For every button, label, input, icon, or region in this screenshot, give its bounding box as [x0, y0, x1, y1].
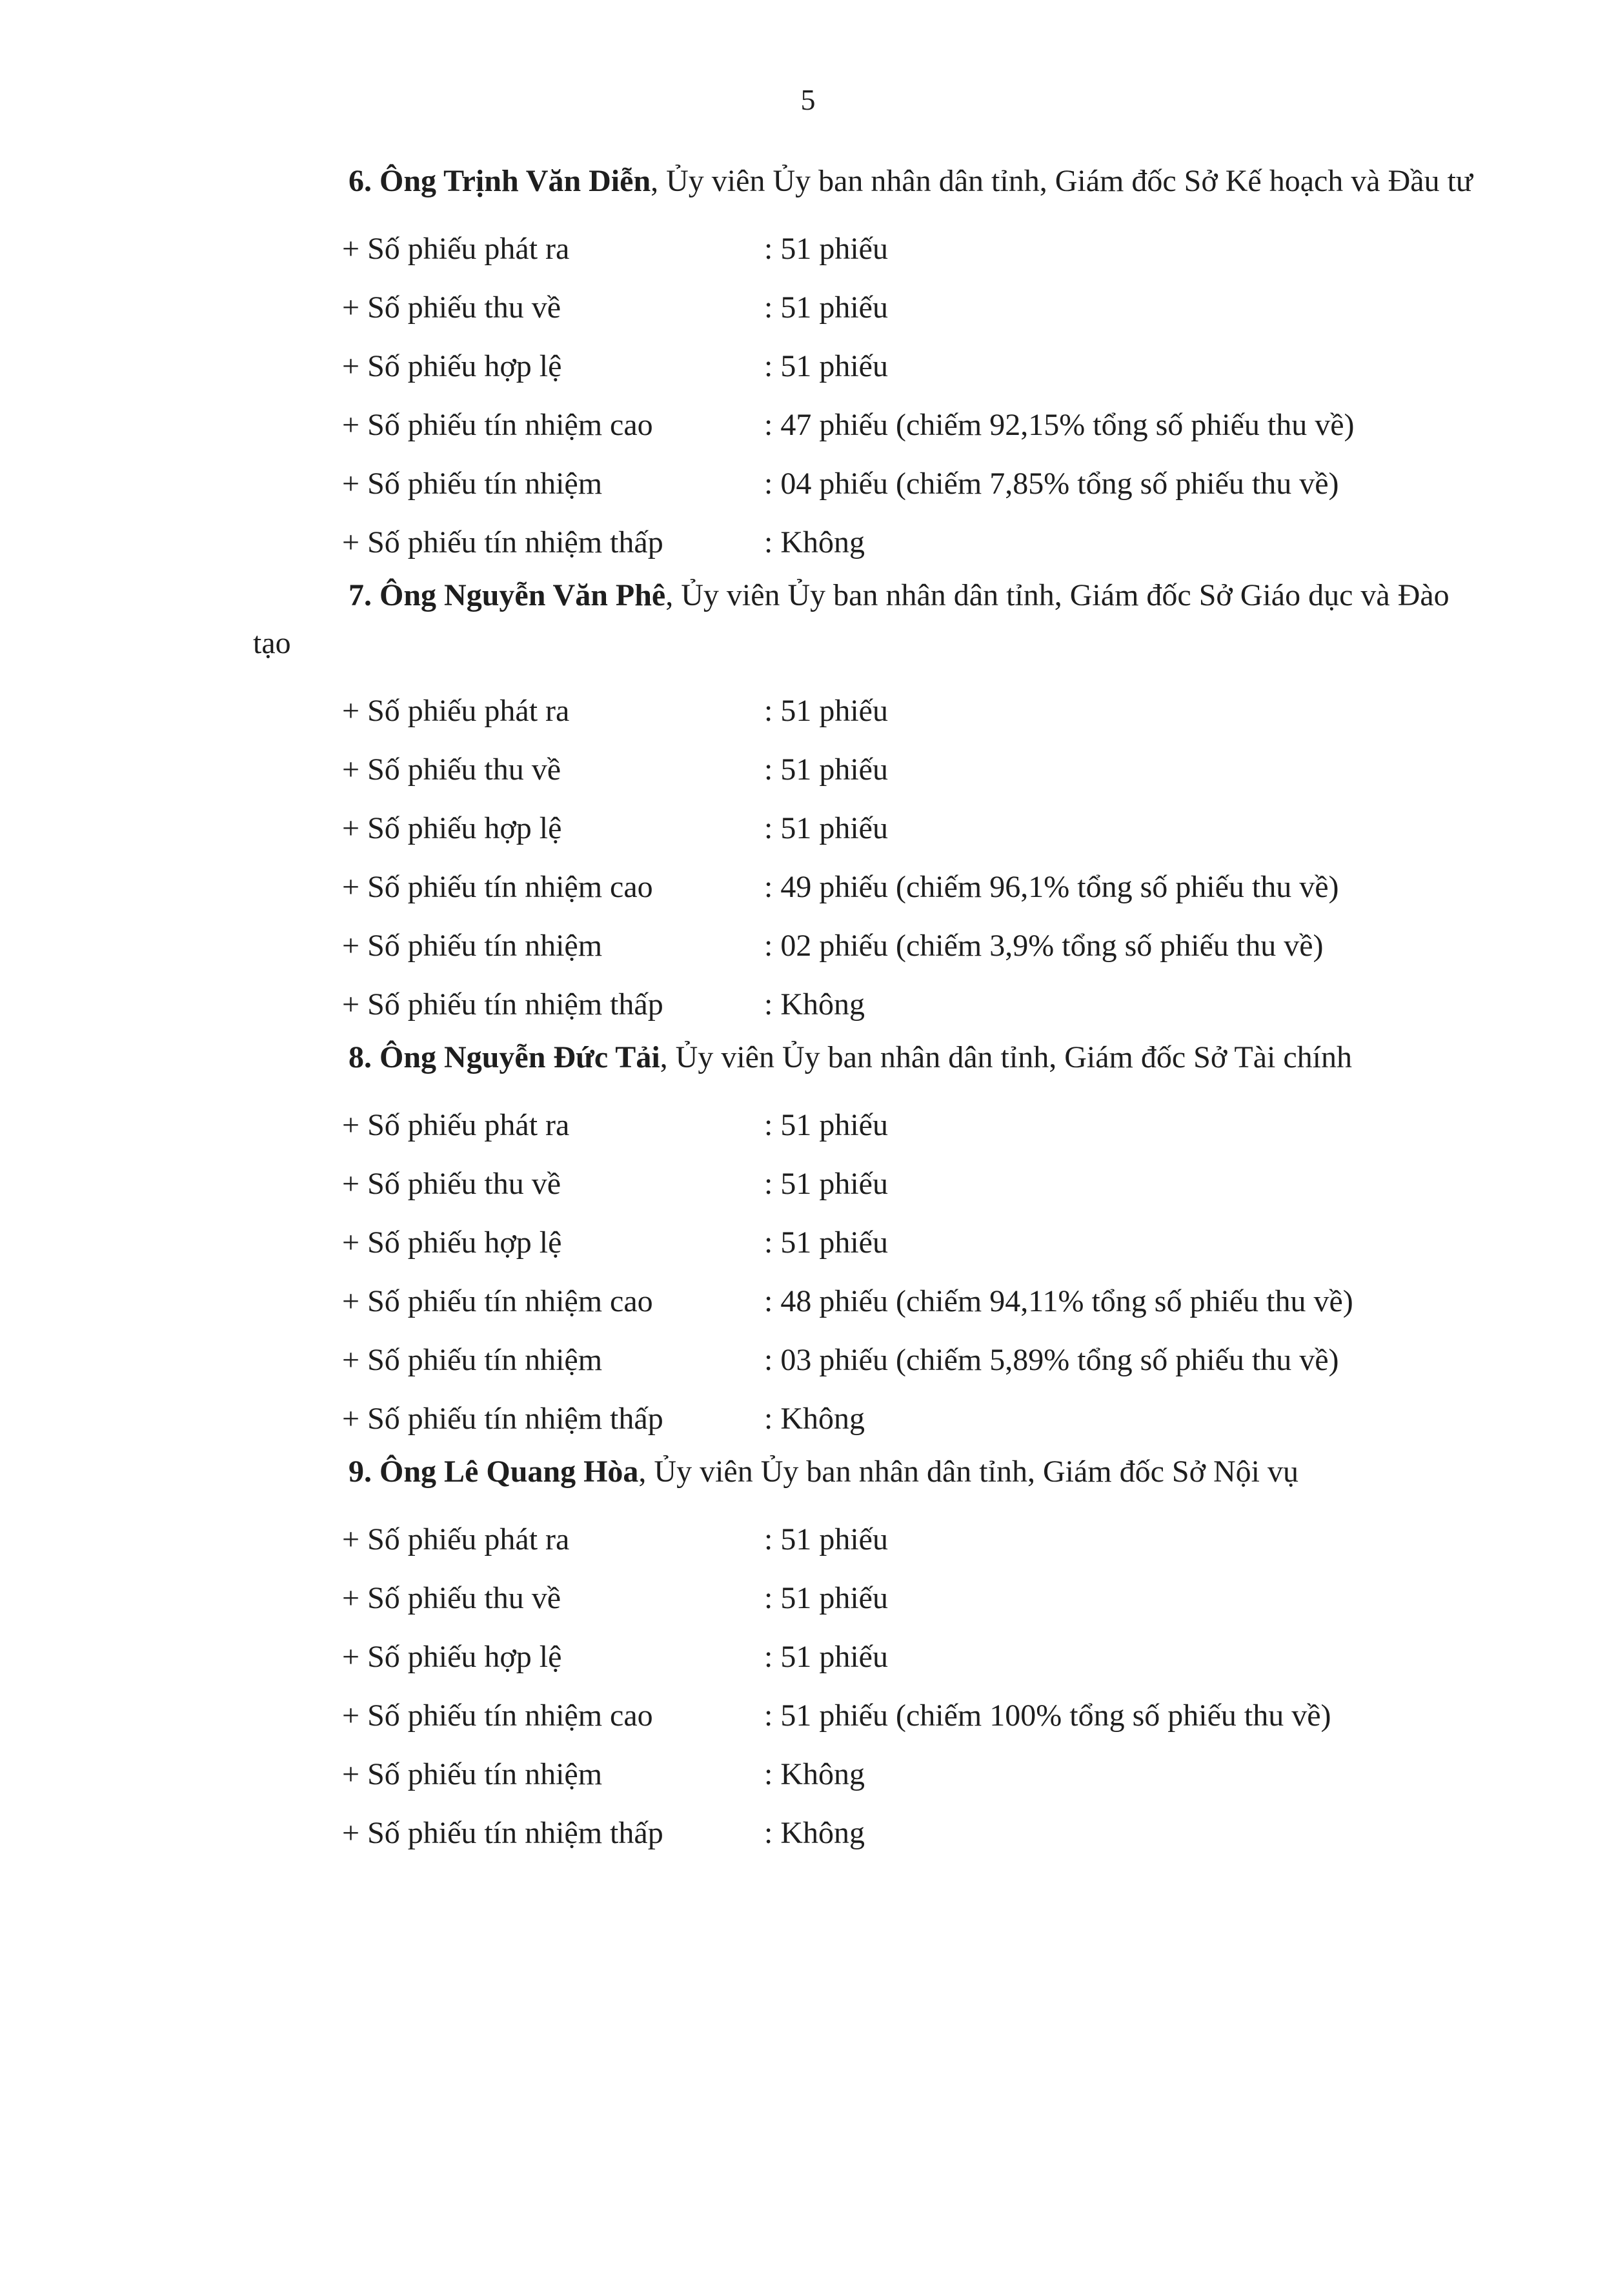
vote-value: : 51 phiếu	[764, 1581, 888, 1615]
vote-row	[253, 1096, 1479, 1154]
vote-label: + Số phiếu tín nhiệm thấp	[342, 1816, 663, 1850]
section-number: 6.	[348, 164, 372, 198]
official-section-8	[253, 1034, 1479, 1448]
vote-value: : 47 phiếu (chiếm 92,15% tổng số phiếu thu về)	[764, 408, 1355, 442]
vote-value: : 51 phiếu	[764, 752, 888, 787]
vote-value: : 04 phiếu (chiếm 7,85% tổng số phiếu thu về)	[764, 467, 1339, 501]
vote-label: + Số phiếu tín nhiệm	[342, 929, 603, 963]
vote-label: + Số phiếu hợp lệ	[342, 1225, 562, 1260]
vote-row	[253, 1745, 1479, 1804]
page-number: 5	[800, 83, 816, 116]
vote-table	[253, 1096, 1479, 1448]
vote-row	[253, 799, 1479, 858]
vote-label: + Số phiếu tín nhiệm cao	[342, 1284, 653, 1318]
vote-row	[253, 916, 1479, 975]
vote-table	[253, 219, 1479, 572]
vote-row	[253, 975, 1479, 1034]
vote-label: + Số phiếu hợp lệ	[342, 349, 562, 383]
vote-value: : 49 phiếu (chiếm 96,1% tổng số phiếu thu về)	[764, 870, 1339, 904]
vote-row	[253, 1510, 1479, 1569]
official-position: , Ủy viên Ủy ban nhân dân tỉnh, Giám đốc Sở Giáo dục và Đào tạo	[253, 578, 1449, 660]
vote-label: + Số phiếu thu về	[342, 1167, 561, 1201]
official-position: , Ủy viên Ủy ban nhân dân tỉnh, Giám đốc Sở Tài chính	[660, 1040, 1352, 1074]
vote-label: + Số phiếu thu về	[342, 752, 561, 787]
official-section-6	[253, 157, 1479, 572]
vote-row	[253, 337, 1479, 396]
official-section-7	[253, 572, 1479, 1034]
vote-label: + Số phiếu tín nhiệm thấp	[342, 525, 663, 559]
vote-label: + Số phiếu thu về	[342, 1581, 561, 1615]
vote-value: : Không	[764, 1816, 865, 1850]
vote-label: + Số phiếu phát ra	[342, 232, 570, 266]
vote-label: + Số phiếu tín nhiệm	[342, 1757, 603, 1791]
vote-label: + Số phiếu tín nhiệm thấp	[342, 987, 663, 1022]
vote-row	[253, 1154, 1479, 1213]
vote-row	[253, 1272, 1479, 1331]
vote-row	[253, 740, 1479, 799]
section-heading	[253, 1448, 1479, 1496]
vote-value: : Không	[764, 1402, 865, 1436]
section-number: 8.	[348, 1040, 372, 1074]
vote-value: : 51 phiếu	[764, 232, 888, 266]
vote-label: + Số phiếu tín nhiệm cao	[342, 870, 653, 904]
vote-row	[253, 1627, 1479, 1686]
official-section-9	[253, 1448, 1479, 1862]
vote-row	[253, 278, 1479, 337]
vote-value: : 51 phiếu	[764, 349, 888, 383]
vote-value: : 51 phiếu	[764, 290, 888, 325]
section-number: 9.	[348, 1455, 372, 1489]
vote-value: : 03 phiếu (chiếm 5,89% tổng số phiếu thu về)	[764, 1343, 1339, 1377]
official-position: , Ủy viên Ủy ban nhân dân tỉnh, Giám đốc Sở Kế hoạch và Đầu tư	[651, 164, 1473, 198]
vote-value: : 51 phiếu (chiếm 100% tổng số phiếu thu về)	[764, 1698, 1331, 1733]
vote-label: + Số phiếu tín nhiệm cao	[342, 1698, 653, 1733]
vote-value: : 51 phiếu	[764, 1108, 888, 1142]
vote-label: + Số phiếu phát ra	[342, 1522, 570, 1556]
vote-row	[253, 681, 1479, 740]
section-number: 7.	[348, 578, 372, 612]
vote-table	[253, 681, 1479, 1034]
vote-value: : 48 phiếu (chiếm 94,11% tổng số phiếu thu về)	[764, 1284, 1353, 1318]
official-name: Ông Lê Quang Hòa	[379, 1455, 639, 1489]
vote-value: : 51 phiếu	[764, 1522, 888, 1556]
vote-value: : 51 phiếu	[764, 1640, 888, 1674]
vote-label: + Số phiếu tín nhiệm cao	[342, 408, 653, 442]
vote-value: : Không	[764, 525, 865, 559]
vote-label: + Số phiếu tín nhiệm	[342, 1343, 603, 1377]
section-heading	[253, 157, 1479, 205]
vote-row	[253, 1569, 1479, 1627]
vote-value: : 51 phiếu	[764, 811, 888, 845]
vote-label: + Số phiếu thu về	[342, 290, 561, 325]
vote-row	[253, 1686, 1479, 1745]
vote-row	[253, 219, 1479, 278]
vote-table	[253, 1510, 1479, 1862]
vote-label: + Số phiếu hợp lệ	[342, 811, 562, 845]
vote-label: + Số phiếu hợp lệ	[342, 1640, 562, 1674]
vote-label: + Số phiếu phát ra	[342, 1108, 570, 1142]
vote-row	[253, 858, 1479, 916]
vote-value: : 51 phiếu	[764, 1225, 888, 1260]
document-body	[253, 157, 1479, 1862]
vote-label: + Số phiếu phát ra	[342, 694, 570, 728]
official-name: Ông Nguyễn Đức Tải	[379, 1040, 660, 1074]
vote-value: : 51 phiếu	[764, 1167, 888, 1201]
section-heading	[253, 1034, 1479, 1082]
vote-row	[253, 513, 1479, 572]
vote-value: : 51 phiếu	[764, 694, 888, 728]
vote-row	[253, 1213, 1479, 1272]
vote-row	[253, 1389, 1479, 1448]
official-position: , Ủy viên Ủy ban nhân dân tỉnh, Giám đốc Sở Nội vụ	[638, 1455, 1298, 1489]
official-name: Ông Nguyễn Văn Phê	[379, 578, 666, 612]
vote-value: : Không	[764, 1757, 865, 1791]
official-name: Ông Trịnh Văn Diễn	[379, 164, 651, 198]
vote-row	[253, 454, 1479, 513]
vote-row	[253, 1804, 1479, 1862]
vote-value: : 02 phiếu (chiếm 3,9% tổng số phiếu thu về)	[764, 929, 1324, 963]
vote-value: : Không	[764, 987, 865, 1022]
vote-row	[253, 396, 1479, 454]
vote-row	[253, 1331, 1479, 1389]
section-heading	[253, 572, 1479, 667]
vote-label: + Số phiếu tín nhiệm	[342, 467, 603, 501]
vote-label: + Số phiếu tín nhiệm thấp	[342, 1402, 663, 1436]
